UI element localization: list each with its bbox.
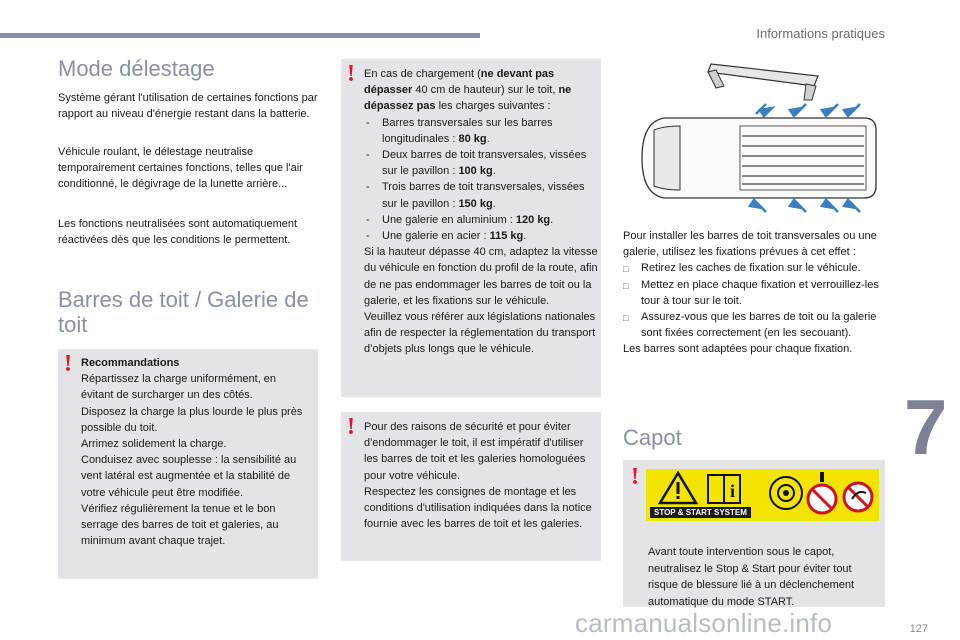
load-limit-item: - Barres transversales sur les barres longitudinales : 80 kg. (364, 115, 598, 147)
barres-toit-heading: Barres de toit / Galerie de toit (58, 287, 309, 337)
header-bar (0, 33, 480, 38)
recommendation-line: Vérifiez régulièrement la tenue et le bon serrage des barres de toit et galeries, au minimum avant chaque trajet. (81, 502, 279, 548)
load-speed-paragraph: Si la hauteur dépasse 40 cm, adaptez la vitesse du véhicule en fonction du profil de la route, afin de ne pas endommager les barres de toit ou la galerie, et les fixations sur le véhicule. (364, 246, 598, 307)
chapter-number: 7 (904, 383, 948, 471)
installation-step: □ Mettez en place chaque fixation et verrouillez-les tour à tour sur le toit. (623, 277, 888, 309)
safety-paragraph-2: Respectez les consignes de montage et les conditions d'utilisation indiquées dans la notice fournie avec les barres de toit et les galeries. (364, 485, 592, 531)
warning-exclamation-icon: ! (347, 414, 355, 440)
load-limit-item: - Une galerie en acier : 115 kg. (364, 228, 598, 244)
no-hand-icon (844, 483, 872, 511)
stop-start-system-label: STOP & START SYSTEM (650, 507, 751, 518)
warning-exclamation-icon: ! (347, 61, 355, 87)
recommendations-box (58, 349, 318, 579)
danger-triangle-icon (660, 473, 696, 503)
load-legislation-paragraph: Veuillez vous référer aux législations nationales afin de respecter la réglementation du transport d’objets plus longs que le véhicule. (364, 311, 596, 356)
watermark: carmanualsonline.info (575, 608, 833, 638)
installation-step: □ Retirez les caches de fixation sur le véhicule. (623, 260, 888, 276)
load-limit-item: - Deux barres de toit transversales, vissées sur le pavillon : 100 kg. (364, 147, 598, 179)
safety-paragraph-1: Pour des raisons de sécurité et pour éviter d'endommager le toit, il est impératif d'utiliser les barres de toit et les galeries homologuées pour votre véhicule. (364, 421, 586, 482)
page-number: 127 (909, 623, 928, 635)
installation-steps (623, 260, 888, 341)
load-limit-item: - Une galerie en aluminium : 120 kg. (364, 212, 598, 228)
recommendation-line: Répartissez la charge uniformément, en évitant de surcharger un des côtés. (81, 373, 277, 402)
warning-exclamation-icon: ! (631, 464, 639, 490)
warning-exclamation-icon: ! (64, 351, 72, 377)
stop-start-label (646, 469, 879, 521)
recommendation-line: Disposez la charge la plus lourde le plus près possible du toit. (81, 405, 303, 434)
load-limits-box (341, 59, 601, 397)
installation-text (623, 228, 888, 358)
mode-paragraph-2: Véhicule roulant, le délestage neutralise temporairement certaines fonctions, telles que l'air conditionné, le dégivrage de la lunette arrière... (58, 146, 303, 190)
roof-bar-illustration (636, 58, 886, 220)
roof-bar-icon (708, 64, 818, 100)
section-header-title: Informations pratiques (756, 26, 885, 41)
installation-outro: Les barres sont adaptées pour chaque fixation. (623, 343, 853, 356)
svg-text:i: i (730, 481, 736, 501)
recommendation-line: Conduisez avec souplesse : la sensibilité au vent latéral est augmentée et la stabilité de votre véhicule peut être modifiée. (81, 454, 297, 499)
installation-intro: Pour installer les barres de toit transversales ou une galerie, utilisez les fixations prévues à cet effet : (623, 230, 877, 259)
mode-paragraph-1: Système gérant l'utilisation de certaines fonctions par rapport au niveau d'énergie restant dans la batterie. (58, 92, 318, 120)
van-top-view-icon (642, 118, 876, 198)
safety-box (341, 412, 601, 561)
mode-paragraph-3: Les fonctions neutralisées sont automatiquement réactivées dès que les conditions le permettent. (58, 218, 298, 246)
recommendation-line: Arrimez solidement la charge. (81, 438, 227, 451)
capot-warning-text: Avant toute intervention sous le capot, neutralisez le Stop & Start pour éviter tout risque de blessure lié à un déclenchement automatique du mode START. (648, 546, 855, 608)
manual-book-icon (708, 475, 740, 503)
load-limit-item: - Trois barres de toit transversales, vissées sur le pavillon : 150 kg. (364, 179, 598, 211)
mode-delestage-heading: Mode délestage (58, 56, 215, 81)
capot-heading: Capot (623, 425, 682, 450)
installation-step: □ Assurez-vous que les barres de toit ou la galerie sont fixées correctement (en les secouant). (623, 309, 888, 341)
load-intro: En cas de chargement (ne devant pas dépasser 40 cm de hauteur) sur le toit, ne dépassez pas les charges suivantes : (364, 68, 572, 113)
hand-caution-icon (770, 477, 802, 509)
no-fan-icon (808, 472, 836, 513)
load-limits-list (364, 115, 598, 245)
recommendations-title: Recommandations (81, 357, 180, 369)
